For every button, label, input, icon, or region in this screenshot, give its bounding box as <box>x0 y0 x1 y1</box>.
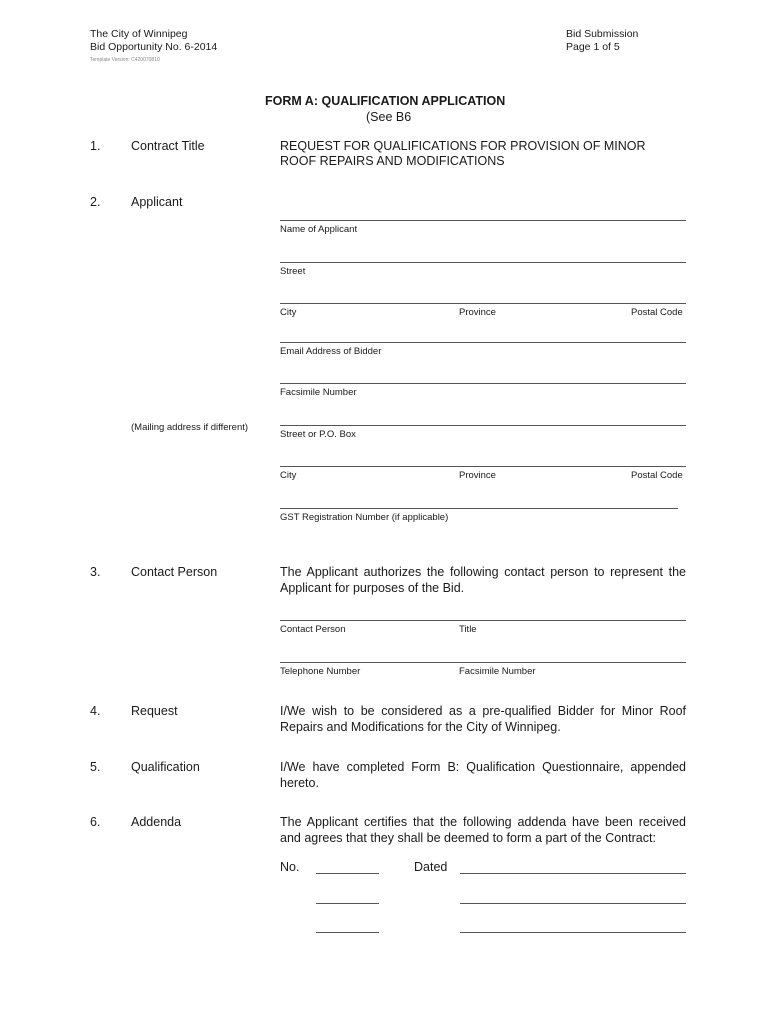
form-subtitle: (See B6 <box>366 110 412 124</box>
section-4-label: Request <box>131 704 178 718</box>
po-box-caption: Street or P.O. Box <box>280 429 356 440</box>
request-text: I/We wish to be considered as a pre-qualified Bidder for Minor Roof Repairs and Modifications for the City of Winnipeg. <box>280 704 686 734</box>
section-1-number: 1. <box>90 139 101 153</box>
section-3-label: Contact Person <box>131 565 218 579</box>
mailing-address-label: (Mailing address if different) <box>131 422 249 433</box>
street-caption: Street <box>280 266 306 277</box>
header-right-line1: Bid Submission <box>566 28 639 40</box>
city-caption: City <box>280 307 297 318</box>
header-left-line1: The City of Winnipeg <box>90 28 188 40</box>
contract-title-line1: REQUEST FOR QUALIFICATIONS FOR PROVISION OF MINOR <box>280 139 646 153</box>
addenda-no-field-3[interactable] <box>316 932 379 933</box>
addenda-no-label: No. <box>280 860 300 874</box>
gst-caption: GST Registration Number (if applicable) <box>280 512 449 523</box>
template-version: Template Version: C420070810 <box>90 57 160 63</box>
email-caption: Email Address of Bidder <box>280 346 382 357</box>
contact-person-title-field[interactable] <box>280 620 686 621</box>
section-5-number: 5. <box>90 760 101 774</box>
header-left-line2: Bid Opportunity No. 6-2014 <box>90 41 218 53</box>
contract-title-line2: ROOF REPAIRS AND MODIFICATIONS <box>280 154 505 168</box>
facsimile-caption: Facsimile Number <box>280 387 357 398</box>
addenda-date-field-1[interactable] <box>460 873 686 874</box>
form-title: FORM A: QUALIFICATION APPLICATION <box>265 94 506 108</box>
mailing-city-caption: City <box>280 470 297 481</box>
applicant-name-field[interactable] <box>280 220 686 221</box>
section-4-number: 4. <box>90 704 101 718</box>
title-caption: Title <box>459 624 477 635</box>
contact-facsimile-caption: Facsimile Number <box>459 666 536 677</box>
telephone-facsimile-field[interactable] <box>280 662 686 663</box>
street-field[interactable] <box>280 262 686 263</box>
contact-person-caption: Contact Person <box>280 624 346 635</box>
gst-field[interactable] <box>280 508 678 509</box>
addenda-text: The Applicant certifies that the following addenda have been received and agrees that they shall be deemed to form a part of the Contract: <box>280 815 686 845</box>
addenda-dated-label: Dated <box>414 860 448 874</box>
city-province-postal-field[interactable] <box>280 303 686 304</box>
section-6-number: 6. <box>90 815 101 829</box>
contact-authorization-text: The Applicant authorizes the following contact person to represent the Applicant for purposes of the Bid. <box>280 565 686 595</box>
email-field[interactable] <box>280 342 686 343</box>
facsimile-field[interactable] <box>280 383 686 384</box>
section-1-label: Contract Title <box>131 139 205 153</box>
mailing-postal-code-caption: Postal Code <box>631 470 683 481</box>
addenda-date-field-3[interactable] <box>460 932 686 933</box>
addenda-no-field-2[interactable] <box>316 903 379 904</box>
section-5-label: Qualification <box>131 760 200 774</box>
po-box-field[interactable] <box>280 425 686 426</box>
qualification-text: I/We have completed Form B: Qualification Questionnaire, appended hereto. <box>280 760 686 790</box>
section-2-label: Applicant <box>131 195 183 209</box>
province-caption: Province <box>459 307 496 318</box>
section-6-label: Addenda <box>131 815 182 829</box>
mailing-city-province-postal-field[interactable] <box>280 466 686 467</box>
postal-code-caption: Postal Code <box>631 307 683 318</box>
telephone-caption: Telephone Number <box>280 666 361 677</box>
applicant-name-caption: Name of Applicant <box>280 224 358 235</box>
addenda-date-field-2[interactable] <box>460 903 686 904</box>
section-2-number: 2. <box>90 195 101 209</box>
mailing-province-caption: Province <box>459 470 496 481</box>
section-3-number: 3. <box>90 565 101 579</box>
addenda-no-field-1[interactable] <box>316 873 379 874</box>
page-number: Page 1 of 5 <box>566 41 620 53</box>
